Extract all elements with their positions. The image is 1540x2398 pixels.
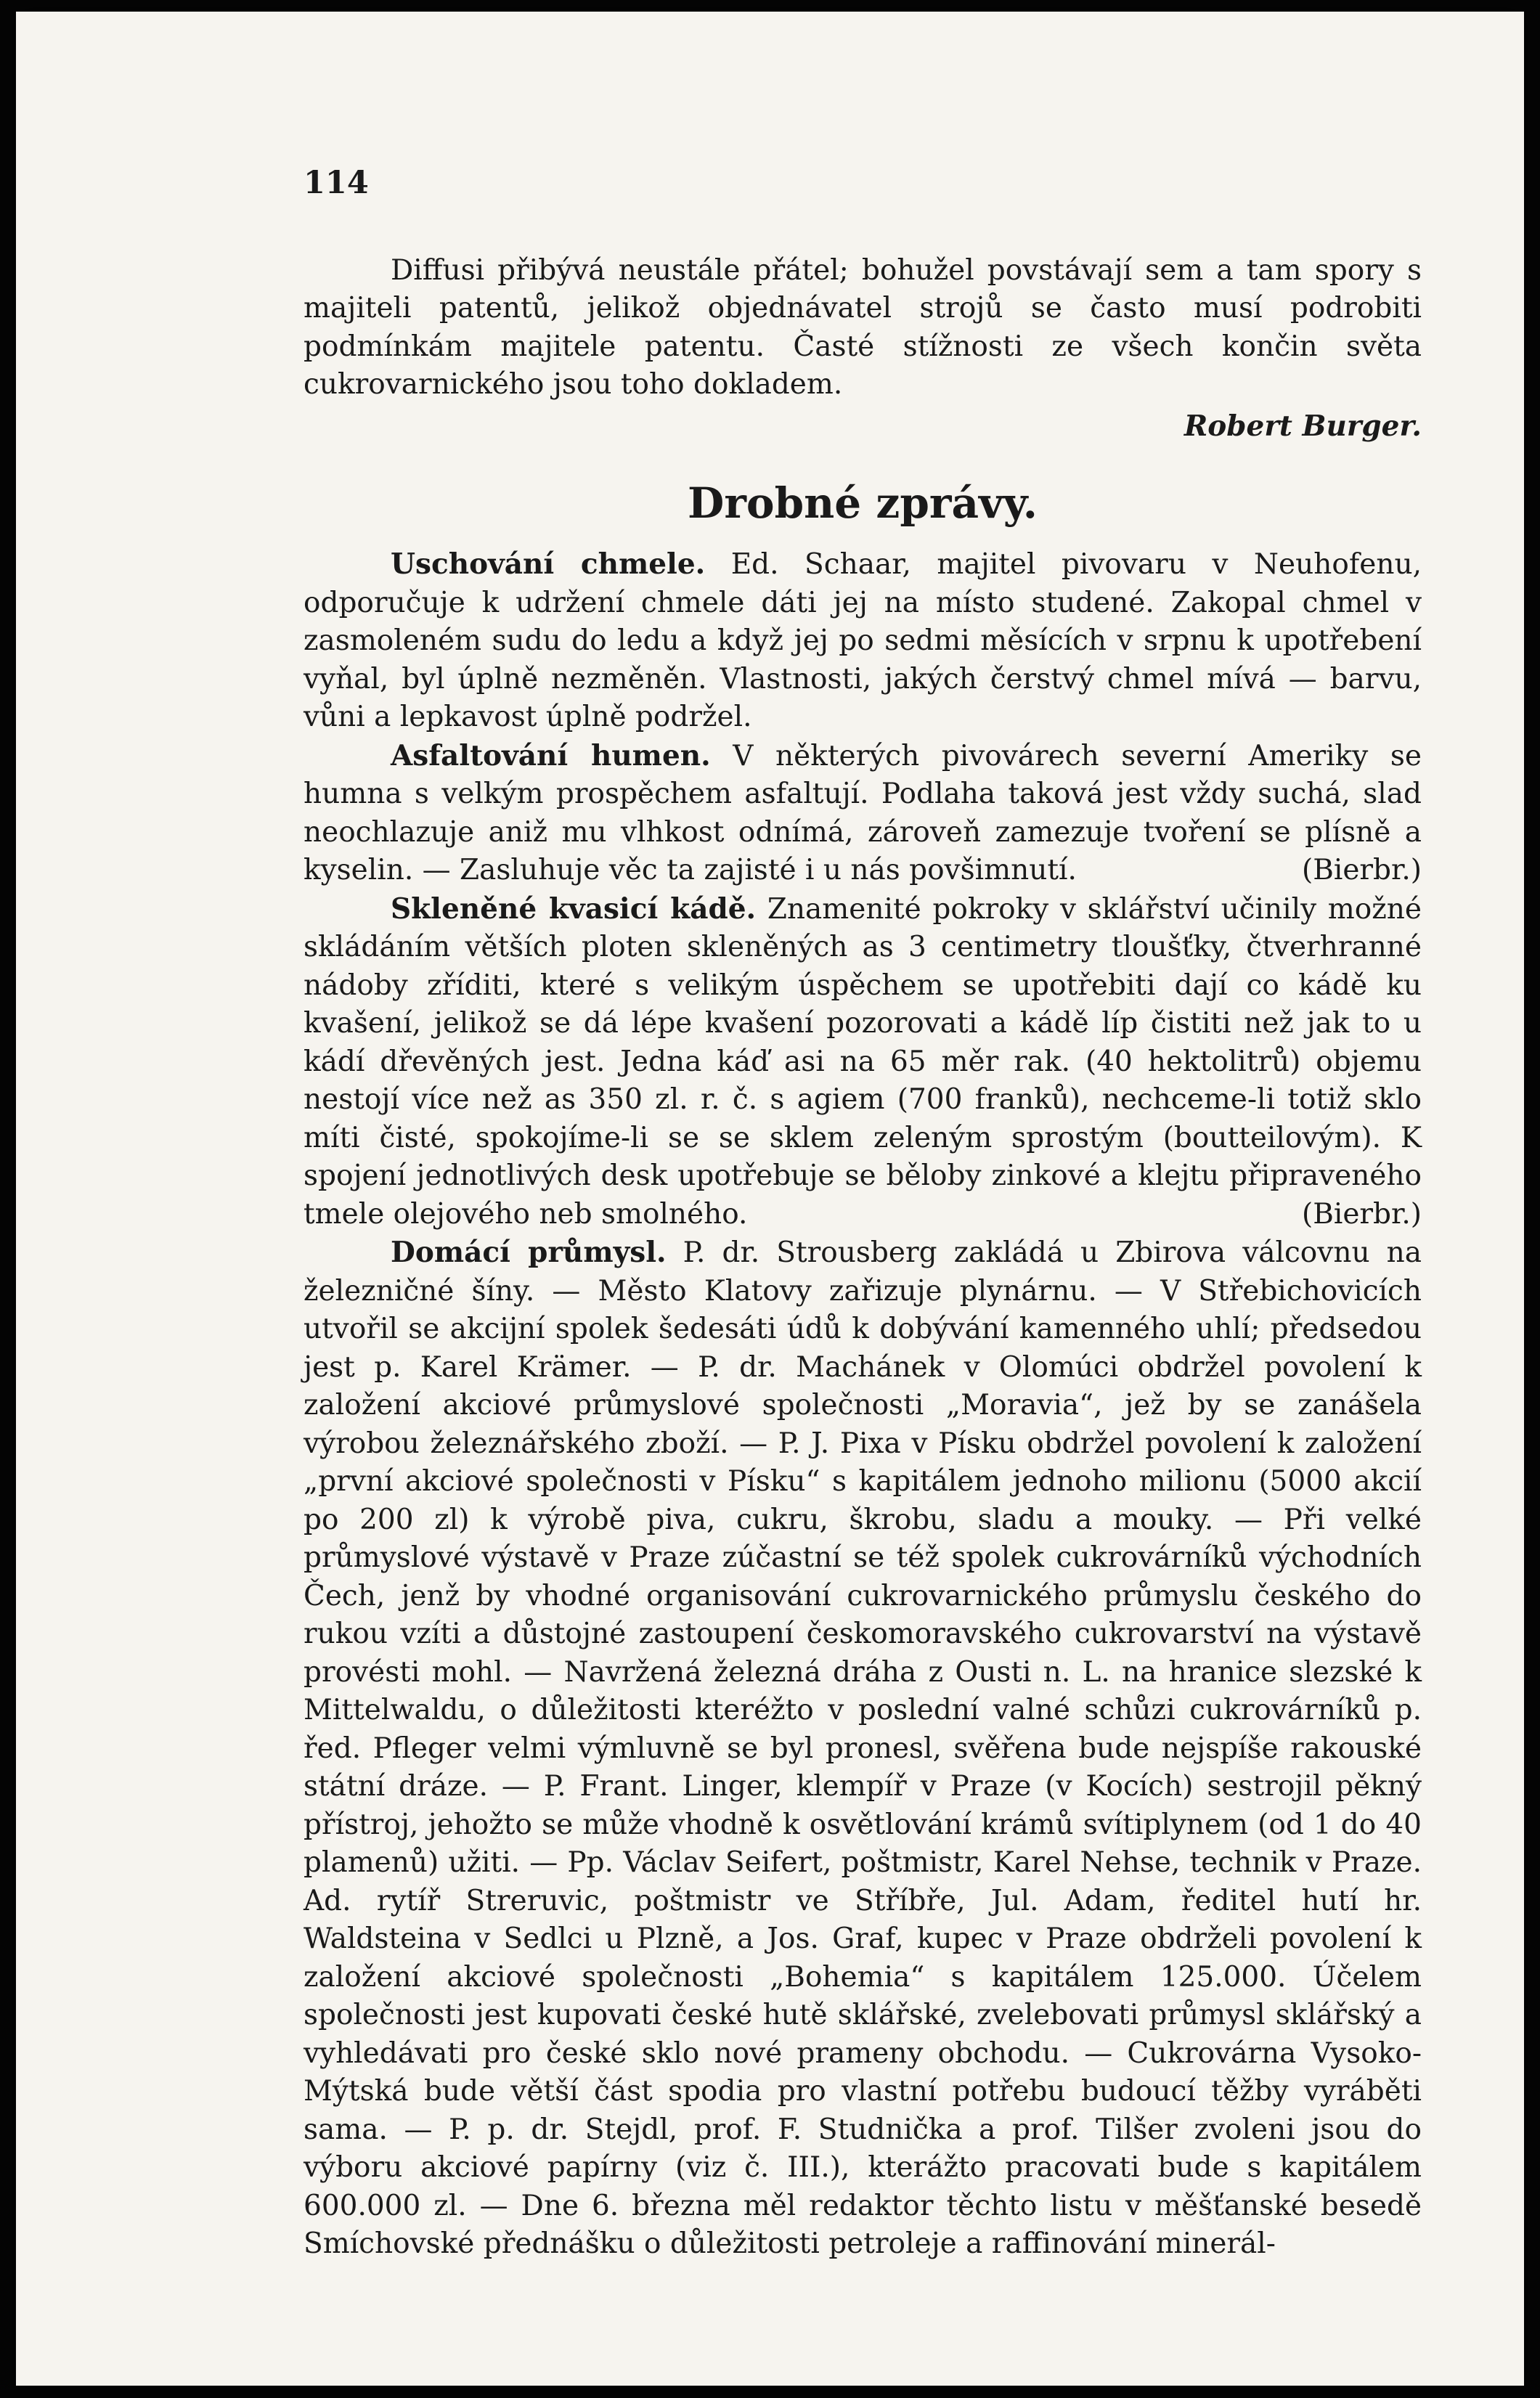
- news-item-title: Asfaltování humen.: [391, 738, 711, 772]
- news-item-asphalt: [303, 737, 1422, 890]
- news-item-domestic-industry: [303, 1233, 1422, 2264]
- page: [16, 12, 1524, 2386]
- news-item-glass-vats: [303, 890, 1422, 1234]
- news-item-text: P. dr. Strousberg zakládá u Zbirova válcovnu na železničné šíny. — Město Klatovy zařizuje plynárnu. — V Střebichovicích utvořil se akcijní spolek šedesáti údů k dobývání kamenného uhlí; předsedou jest p. Karel Krämer. — P. dr. Machánek v Olomúci obdržel povolení k založení akciové průmyslové společnosti „Moravia“, jež by se zanášela výrobou železnářského zboží. — P. J. Pixa v Písku obdržel povolení k založení „první akciové společnosti v Písku“ s kapitálem jednoho milionu (5000 akcií po 200 zl) k výrobě piva, cukru, škrobu, sladu a mouky. — Při velké průmyslové výstavě v Praze zúčastní se též spolek cukrovárníků východních Čech, jenž by vhodné organisování cukrovarnického průmyslu českého do rukou vzíti a důstojné zastoupení českomoravského cukrovarství na výstavě provésti mohl. — Navržená železná dráha z Ousti n. L. na hranice slezské k Mittelwaldu, o důležitosti kteréžto v poslední valné schůzi cukrovárníků p. řed. Pfleger velmi výmluvně se byl pronesl, svěřena bude nejspíše rakouské státní dráze. — P. Frant. Linger, klempíř v Praze (v Kocích) sestrojil pěkný přístroj, jehožto se může vhodně k osvětlování krámů svítiplynem (od 1 do 40 plamenů) užiti. — Pp. Václav Seifert, poštmistr, Karel Nehse, technik v Praze. Ad. rytíř Streruvic, poštmistr ve Stříbře, Jul. Adam, ředitel hutí hr. Waldsteina v Sedlci u Plzně, a Jos. Graf, kupec v Praze obdrželi povolení k založení akciové společnosti „Bohemia“ s kapitálem 125.000. Účelem společnosti jest kupovati české hutě sklářské, zvelebovati průmysl sklářský a vyhledávati pro české sklo nové prameny obchodu. — Cukrovárna Vysoko-Mýtská bude větší část spodia pro vlastní potřebu budoucí těžby vyráběti sama. — P. p. dr. Stejdl, prof. F. Studnička a prof. Tilšer zvoleni jsou do výboru akciové papírny (viz č. III.), kterážto pracovati bude s kapitálem 600.000 zl. — Dne 6. března měl redaktor těchto listu v měšťanské besedě Smíchovské přednášku o důležitosti petroleje a raffinování minerál-: [303, 1236, 1422, 2260]
- news-item-source: (Bierbr.): [1301, 1197, 1422, 1231]
- news-item-text: V některých pivovárech severní Ameriky se humna s velkým prospěchem asfaltují. Podlaha taková jest vždy suchá, slad neochlazuje aniž mu vlhkost odnímá, zároveň zamezuje tvoření se plísně a kyselin. — Zasluhuje věc ta zajisté i u nás povšimnutí.: [303, 739, 1422, 886]
- news-item-text: Znamenité pokroky v sklářství učinily možné skládáním větších ploten skleněných as 3 centimetry tloušťky, čtverhranné nádoby zříditi, které s velikým úspěchem se upotřebiti dají co kádě ku kvašení, jelikož se dá lépe kvašení pozorovati a kádě líp čistiti než jak to u kádí dřevěných jest. Jedna káď asi na 65 měr rak. (40 hektolitrů) objemu nestojí více než as 350 zl. r. č. s agiem (700 franků), nechceme-li totiž sklo míti čisté, spokojíme-li se se sklem zeleným sprostým (boutteilovým). K spojení jednotlivých desk upotřebuje se běloby zinkové a klejtu připraveného tmele olejového neb smolného.: [303, 892, 1422, 1231]
- news-item-title: Skleněné kvasicí kádě.: [391, 892, 757, 926]
- news-item-title: Uschování chmele.: [391, 547, 706, 581]
- news-item-source: (Bierbr.): [1301, 854, 1422, 886]
- news-item-title: Domácí průmysl.: [391, 1236, 667, 1269]
- author-signature: Robert Burger.: [1183, 409, 1422, 443]
- page-content: [303, 164, 1422, 2264]
- section-title: Drobné zprávy.: [688, 478, 1038, 528]
- intro-paragraph: Diffusi přibývá neustále přátel; bohužel povstávají sem a tam spory s majiteli patentů, jelikož objednávatel strojů se často musí podrobiti podmínkám majitele patentu. Časté stížnosti ze všech končin světa cukrovarnického jsou toho dokladem.: [303, 253, 1422, 401]
- news-item-text: Ed. Schaar, majitel pivovaru v Neuhofenu, odporučuje k udržení chmele dáti jej na místo studené. Zakopal chmel v zasmoleném sudu do ledu a když jej po sedmi měsících v srpnu k upotřebení vyňal, byl úplně nezměněn. Vlastnosti, jakých čerstvý chmel mívá — barvu, vůni a lepkavost úplně podržel.: [303, 548, 1422, 733]
- news-item-hops: [303, 545, 1422, 737]
- page-number: 114: [303, 165, 369, 201]
